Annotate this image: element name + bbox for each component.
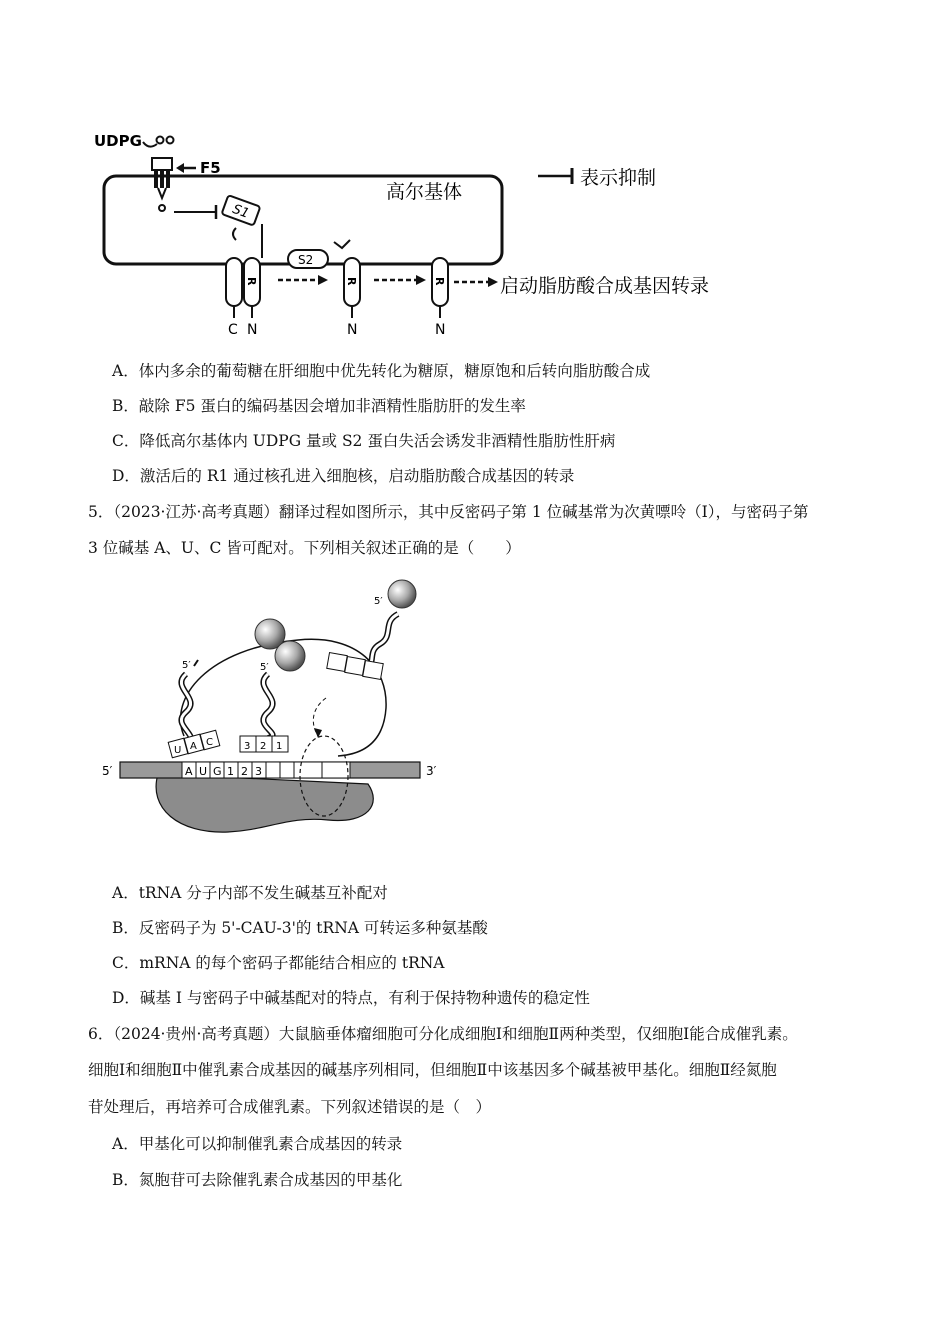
amino-acid-ball-3 — [388, 580, 416, 608]
mrna-3prime: 3′ — [426, 764, 437, 778]
cn-receptor-icon — [226, 258, 260, 318]
translation-diagram — [98, 578, 458, 840]
anticodon-c: C — [206, 737, 213, 748]
n-receptor-icon-3 — [432, 258, 448, 318]
q4-option-c: C．降低高尔基体内 UDPG 量或 S2 蛋白失活会诱发非酒精性脂肪性肝病 — [112, 432, 616, 450]
golgi-signaling-diagram — [88, 118, 758, 340]
codon-u: U — [199, 765, 208, 778]
q5-option-c: C．mRNA 的每个密码子都能结合相应的 tRNA — [112, 954, 445, 972]
s1-protein-icon — [222, 195, 261, 225]
q5-option-b: B．反密码子为 5'-CAU-3'的 tRNA 可转运多种氨基酸 — [112, 919, 488, 937]
anticodon-2: 2 — [260, 741, 267, 752]
r-label-1: R — [245, 277, 258, 286]
f5-receptor-icon — [152, 158, 172, 211]
codon-1: 1 — [227, 765, 234, 778]
q5-stem-line2: 3 位碱基 A、U、C 皆可配对。下列相关叙述正确的是（ ） — [88, 539, 521, 557]
anticodon-1: 1 — [276, 741, 283, 752]
q6-option-b: B．氮胞苷可去除催乳素合成基因的甲基化 — [112, 1171, 403, 1189]
q4-option-a: A．体内多余的葡萄糖在肝细胞中优先转化为糖原，糖原饱和后转向脂肪酸合成 — [112, 362, 651, 380]
golgi-label: 高尔基体 — [386, 181, 463, 203]
codon-2: 2 — [241, 765, 248, 778]
anticodon-3: 3 — [244, 741, 251, 752]
q6-stem-line1: 6．（2024·贵州·高考真题）大鼠脑垂体瘤细胞可分化成细胞Ⅰ和细胞Ⅱ两种类型，仅细胞Ⅰ能合成催乳素。 — [88, 1025, 798, 1043]
n-receptor-icon-2 — [344, 258, 360, 318]
q4-option-b: B．敲除 F5 蛋白的编码基因会增加非酒精性脂肪肝的发生率 — [112, 397, 526, 415]
n-label-1: N — [247, 322, 258, 338]
trna-left-5prime: 5′ — [182, 660, 191, 671]
q5-option-a: A．tRNA 分子内部不发生碱基互补配对 — [112, 884, 388, 902]
q4-option-d: D．激活后的 R1 通过核孔进入细胞核，启动脂肪酸合成基因的转录 — [112, 467, 575, 485]
q5-option-d: D．碱基 I 与密码子中碱基配对的特点，有利于保持物种遗传的稳定性 — [112, 989, 590, 1007]
q6-option-a: A．甲基化可以抑制催乳素合成基因的转录 — [112, 1135, 403, 1153]
trna-incoming-5prime: 5′ — [374, 596, 383, 607]
q6-stem-line3: 苷处理后，再培养可合成催乳素。下列叙述错误的是（ ） — [88, 1098, 492, 1116]
trna-middle-5prime: 5′ — [260, 662, 269, 673]
s2-label: S2 — [298, 253, 314, 267]
q5-stem-line1: 5．（2023·江苏·高考真题）翻译过程如图所示，其中反密码子第 1 位碱基常为次黄嘌呤（I），与密码子第 — [88, 503, 809, 521]
udpg-label: UDPG — [94, 132, 142, 150]
q6-stem-line2: 细胞Ⅰ和细胞Ⅱ中催乳素合成基因的碱基序列相同，但细胞Ⅱ中该基因多个碱基被甲基化。细胞Ⅱ经氮胞 — [88, 1061, 777, 1079]
ribosome-small-subunit — [156, 774, 373, 832]
s1-label: S1 — [230, 201, 252, 222]
n-label-3: N — [435, 322, 446, 338]
mrna-5prime: 5′ — [102, 764, 113, 778]
codon-3: 3 — [255, 765, 262, 778]
anticodon-a: A — [190, 741, 197, 752]
n-label-2: N — [347, 322, 358, 338]
r-label-3: R — [433, 277, 446, 286]
legend-text: 表示抑制 — [580, 167, 657, 189]
r-label-2: R — [345, 277, 358, 286]
transcription-label: 启动脂肪酸合成基因转录 — [500, 275, 710, 297]
trna-incoming-icon — [327, 596, 398, 679]
c-label: C — [228, 322, 238, 338]
codon-a: A — [185, 765, 193, 778]
f5-label: F5 — [200, 159, 221, 177]
codon-g: G — [213, 765, 222, 778]
anticodon-u: U — [174, 745, 182, 756]
amino-acid-ball-2 — [275, 641, 305, 671]
